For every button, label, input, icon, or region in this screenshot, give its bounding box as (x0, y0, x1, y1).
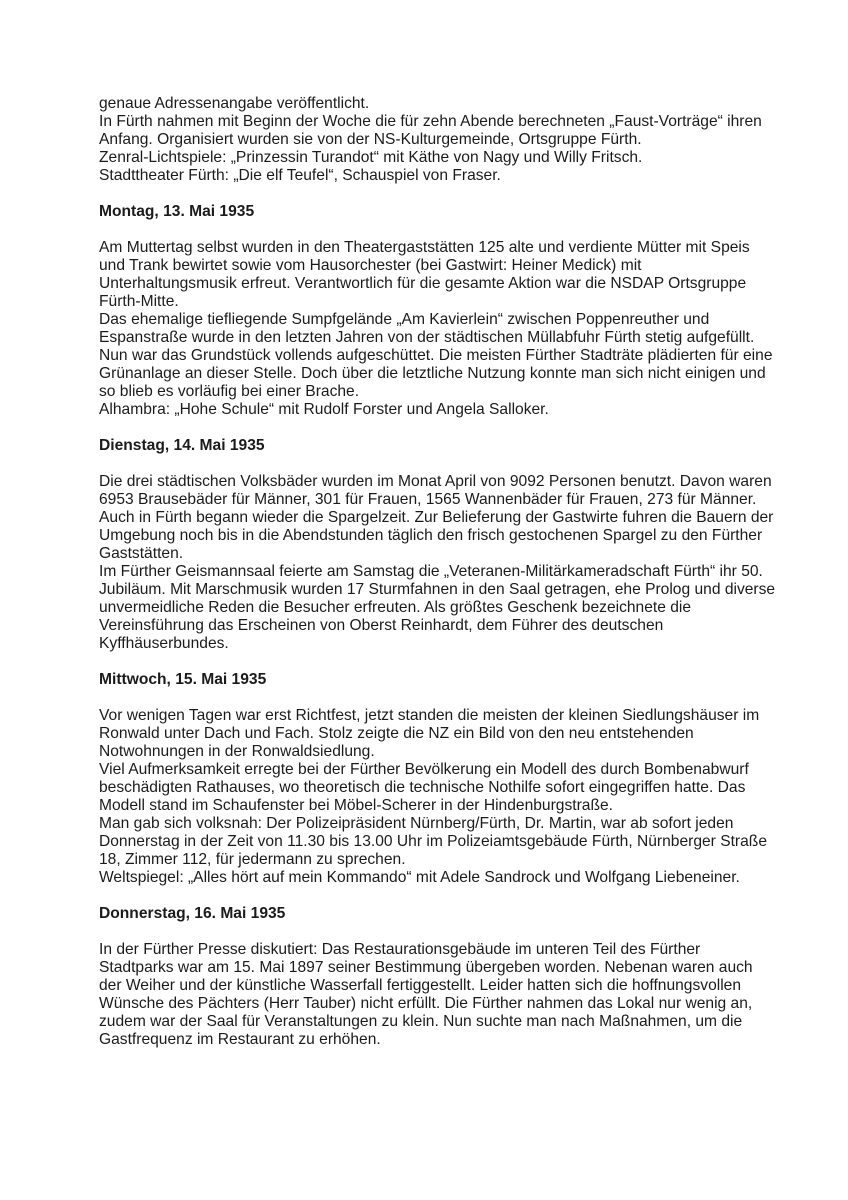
section-heading-dienstag: Dienstag, 14. Mai 1935 (99, 437, 265, 454)
section-heading-donnerstag: Donnerstag, 16. Mai 1935 (99, 905, 286, 922)
paragraph-volksbaeder: Die drei städtischen Volksbäder wurden im Monat April von 9092 Personen benutzt. Davon waren 6953 Brausebäder für Männer, 301 für Frauen, 1565 Wannenbäder für Frauen, 273 für Männer. (99, 473, 772, 508)
paragraph-stadtpark-restaurant: In der Fürther Presse diskutiert: Das Restaurationsgebäude im unteren Teil des Fürther Stadtparks war am 15. Mai 1897 seiner Bestimmung übergeben worden. Nebenan waren auch der Weiher und der künstliche Wasserfall fertiggestellt. Leider hatten sich die hoffnungsvollen Wünsche des Pächters (Herr Tauber) nicht erfüllt. Die Fürther nahmen das Lokal nur wenig an, zudem war der Saal für Veranstaltungen zu klein. Nun suchte man nach Maßnahmen, um die Gastfrequenz im Restaurant zu erhöhen. (99, 941, 753, 1048)
paragraph-ronwaldsiedlung: Vor wenigen Tagen war erst Richtfest, jetzt standen die meisten der kleinen Siedlungshäuser im Ronwald unter Dach und Fach. Stolz zeigte die NZ ein Bild von den neu entstehenden Notwohnungen in der Ronwaldsiedlung. (99, 707, 760, 760)
intro-paragraph-faust-vortraege: In Fürth nahmen mit Beginn der Woche die für zehn Abende berechneten „Faust-Vorträge“ ihren Anfang. Organisiert wurden sie von der NS-Kulturgemeinde, Ortsgruppe Fürth. (99, 113, 762, 148)
section-heading-montag: Montag, 13. Mai 1935 (99, 203, 255, 220)
paragraph-geismannsaal: Im Fürther Geismannsaal feierte am Samstag die „Veteranen-Militärkameradschaft Fürth“ ihr 50. Jubiläum. Mit Marschmusik wurden 17 Sturmfahnen in den Saal getragen, ehe Prolog und diverse unvermeidliche Reden die Besucher erfreuten. Als größtes Geschenk bezeichnete die Vereinsführung das Erscheinen von Oberst Reinhardt, dem Führer des deutschen Kyffhäuserbundes. (99, 563, 776, 652)
section-heading-mittwoch: Mittwoch, 15. Mai 1935 (99, 671, 267, 688)
paragraph-sumpfgelaende: Das ehemalige tiefliegende Sumpfgelände „Am Kavierlein“ zwischen Poppenreuther und Espanstraße wurde in den letzten Jahren von der städtischen Müllabfuhr Fürth stetig aufgefüllt. Nun war das Grundstück vollends aufgeschüttet. Die meisten Fürther Stadträte plädierten für eine Grünanlage an dieser Stelle. Doch über die letztliche Nutzung konnte man sich nicht einigen und so blieb es vorläufig bei einer Brache. (99, 311, 773, 400)
paragraph-muttertag: Am Muttertag selbst wurden in den Theatergaststätten 125 alte und verdiente Mütter mit Speis und Trank bewirtet sowie vom Hausorchester (bei Gastwirt: Heiner Medick) mit Unterhaltungsmusik erfreut. Verantwortlich für die gesamte Aktion war die NSDAP Ortsgruppe Fürth-Mitte. (99, 239, 750, 310)
paragraph-rathaus-modell: Viel Aufmerksamkeit erregte bei der Fürther Bevölkerung ein Modell des durch Bombenabwurf beschädigten Rathauses, wo theoretisch die technische Nothilfe sofort eingegriffen hatte. Das Modell stand im Schaufenster bei Möbel-Scherer in der Hindenburgstraße. (99, 761, 749, 814)
paragraph-polizeipraesident: Man gab sich volksnah: Der Polizeipräsident Nürnberg/Fürth, Dr. Martin, war ab sofort jeden Donnerstag in der Zeit von 11.30 bis 13.00 Uhr im Polizeiamtsgebäude Fürth, Nürnberger Straße 18, Zimmer 112, für jedermann zu sprechen. (99, 815, 767, 868)
intro-paragraph-continuation: genaue Adressenangabe veröffentlicht. (99, 95, 370, 112)
intro-paragraph-zenral-lichtspiele: Zenral-Lichtspiele: „Prinzessin Turandot“ mit Käthe von Nagy und Willy Fritsch. (99, 149, 643, 166)
document-content (99, 95, 777, 1049)
intro-paragraph-stadttheater: Stadttheater Fürth: „Die elf Teufel“, Schauspiel von Fraser. (99, 167, 501, 184)
paragraph-spargelzeit: Auch in Fürth begann wieder die Spargelzeit. Zur Belieferung der Gastwirte fuhren die Bauern der Umgebung noch bis in die Abendstunden täglich den frisch gestochenen Spargel zu den Fürther Gaststätten. (99, 509, 774, 562)
paragraph-alhambra: Alhambra: „Hohe Schule“ mit Rudolf Forster und Angela Salloker. (99, 401, 549, 418)
paragraph-weltspiegel: Weltspiegel: „Alles hört auf mein Kommando“ mit Adele Sandrock und Wolfgang Liebeneiner. (99, 869, 740, 886)
